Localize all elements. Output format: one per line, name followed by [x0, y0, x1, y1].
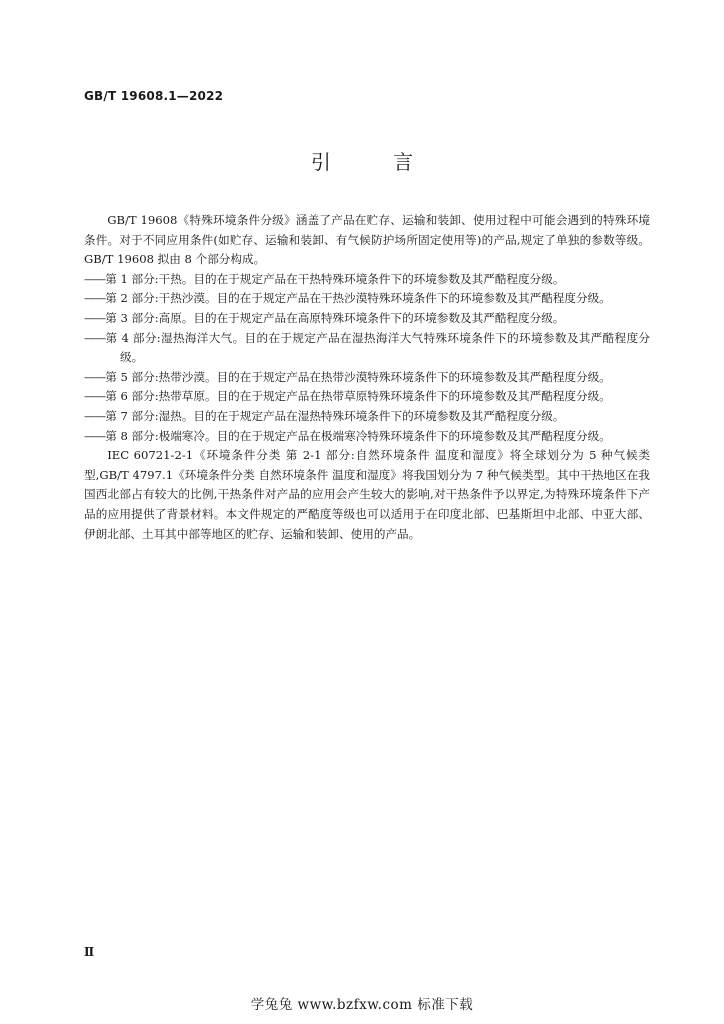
list-item — [84, 329, 650, 368]
closing-paragraph: IEC 60721-2-1《环境条件分类 第 2-1 部分:自然环境条件 温度和湿度》将全球划分为 5 种气候类型,GB/T 4797.1《环境条件分类 自然环境条件 温度和湿度》将我国划分为 7 种气候类型。其中干热地区在我国西北部占有较大的比例,干热条件对产品的应用会产生较大的影响,对干热条件予以界定,为特殊环境条件下产品的应用提供了背景材料。本文件规定的严酷度等级也可以适用于在印度北部、巴基斯坦中北部、中亚大部、伊朗北部、土耳其中部等地区的贮存、运输和装卸、使用的产品。 — [84, 448, 650, 541]
list-dash: —— — [84, 428, 106, 443]
list-dash: —— — [84, 389, 106, 404]
list-item-text: 第 5 部分:热带沙漠。目的在于规定产品在热带沙漠特殊环境条件下的环境参数及其严酷程度分级。 — [105, 369, 611, 384]
list-item — [84, 368, 650, 388]
list-dash: —— — [84, 408, 106, 423]
list-dash: —— — [84, 330, 106, 345]
list-item — [84, 387, 650, 407]
list-item — [84, 270, 650, 290]
list-dash: —— — [84, 291, 106, 306]
list-item — [84, 309, 650, 329]
page-title: 引 言 — [310, 150, 442, 174]
list-item-text: 第 2 部分:干热沙漠。目的在于规定产品在干热沙漠特殊环境条件下的环境参数及其严酷程度分级。 — [105, 291, 611, 306]
page-number: Ⅱ — [84, 945, 95, 959]
list-item-text: 第 1 部分:干热。目的在于规定产品在干热特殊环境条件下的环境参数及其严酷程度分级。 — [105, 271, 565, 286]
list-item-text: 第 7 部分:湿热。目的在于规定产品在湿热特殊环境条件下的环境参数及其严酷程度分级。 — [105, 408, 565, 423]
list-item-text: 第 8 部分:极端寒冷。目的在于规定产品在极端寒冷特殊环境条件下的环境参数及其严酷程度分级。 — [105, 428, 611, 443]
document-body — [84, 211, 650, 544]
standard-number: GB/T 19608.1—2022 — [84, 89, 224, 103]
list-dash: —— — [84, 310, 106, 325]
list-item — [84, 407, 650, 427]
list-item — [84, 289, 650, 309]
list-item-text: 第 6 部分:热带草原。目的在于规定产品在热带草原特殊环境条件下的环境参数及其严酷程度分级。 — [105, 389, 611, 404]
list-item-text: 第 3 部分:高原。目的在于规定产品在高原特殊环境条件下的环境参数及其严酷程度分级。 — [105, 310, 565, 325]
list-item-text: 第 4 部分:湿热海洋大气。目的在于规定产品在湿热海洋大气特殊环境条件下的环境参数及其严酷程度分级。 — [105, 330, 650, 365]
list-item — [84, 427, 650, 447]
list-dash: —— — [84, 369, 106, 384]
intro-paragraph: GB/T 19608《特殊环境条件分级》涵盖了产品在贮存、运输和装卸、使用过程中可能会遇到的特殊环境条件。对于不同应用条件(如贮存、运输和装卸、有气候防护场所固定使用等)的产品,规定了单独的参数等级。GB/T 19608 拟由 8 个部分构成。 — [84, 213, 650, 267]
parts-list — [84, 270, 650, 446]
footer-watermark: 学兔兔 www.bzfxw.com 标准下载 — [250, 997, 474, 1013]
list-dash: —— — [84, 271, 106, 286]
